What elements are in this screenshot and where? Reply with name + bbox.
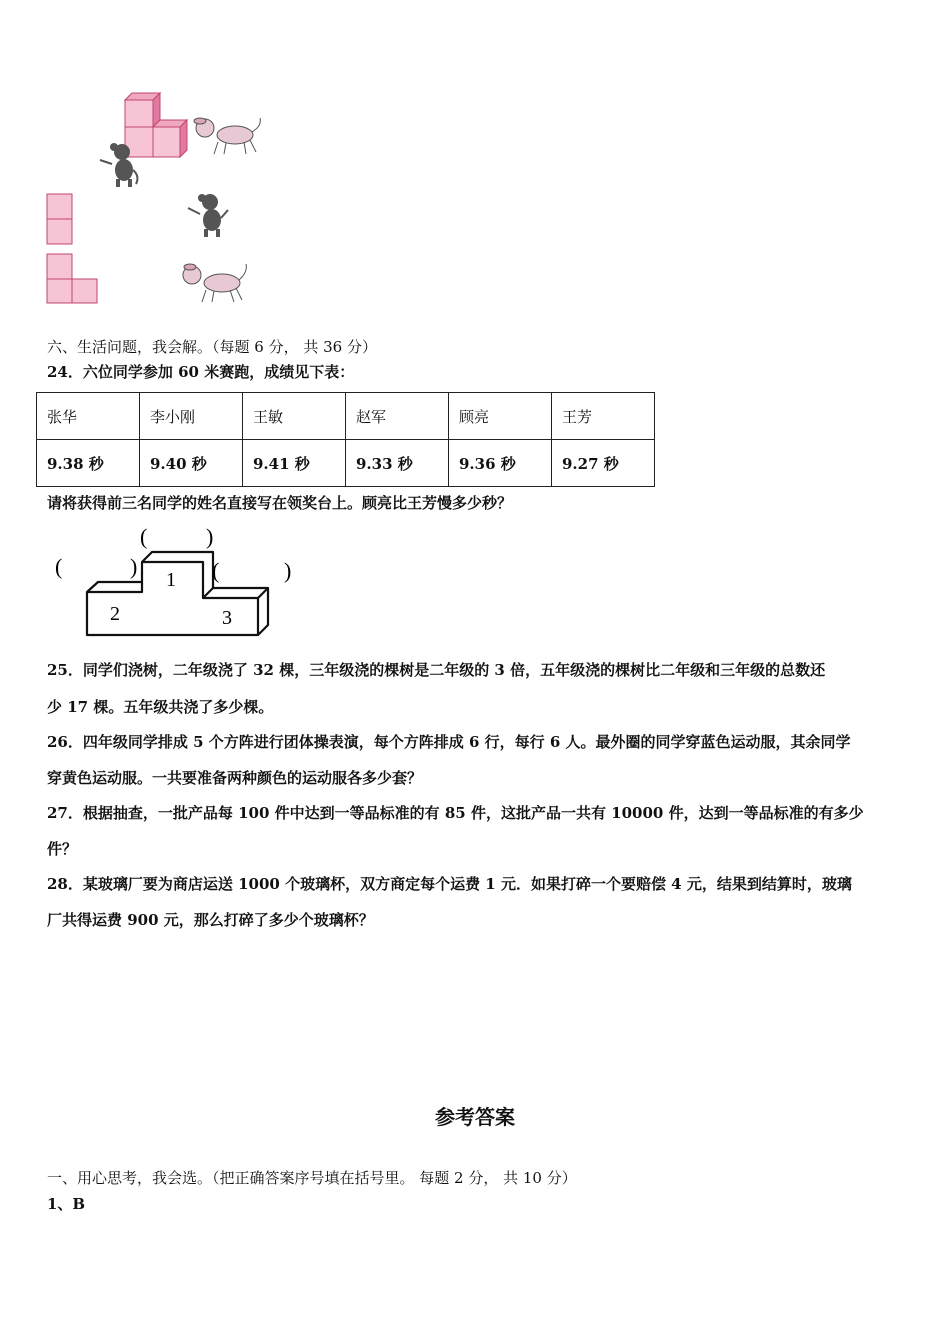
paren-second-close: ) [130, 554, 138, 579]
score-table [36, 392, 655, 487]
paren-second-open: ( [55, 554, 63, 579]
answers-section-1-heading: 一、用心思考，我会选。（把正确答案序号填在括号里。 每题 2 分， 共 10 分） [47, 1169, 577, 1187]
table-cell: 王敏 [243, 393, 346, 440]
table-cell: 9.36 秒 [449, 440, 552, 487]
table-cell: 张华 [37, 393, 140, 440]
table-cell: 王芳 [552, 393, 655, 440]
paren-first-close: ) [206, 524, 214, 549]
table-cell: 赵军 [346, 393, 449, 440]
paren-first-open: ( [140, 524, 148, 549]
cube-structure [125, 93, 187, 157]
table-cell: 9.41 秒 [243, 440, 346, 487]
q25-line2: 少 17 棵。五年级共浇了多少棵。 [47, 698, 274, 716]
answers-title: 参考答案 [435, 1105, 515, 1129]
mouse-icon [188, 194, 228, 237]
q26-line2: 穿黄色运动服。一共要准备两种颜色的运动服各多少套？ [47, 769, 423, 787]
q26-line1: 26．四年级同学排成 5 个方阵进行团体操表演，每个方阵排成 6 行，每行 6 人。最外圈的同学穿蓝色运动服，其余同学 [47, 733, 851, 751]
dog-icon [183, 264, 246, 302]
q27-line2: 件？ [47, 840, 78, 858]
podium-second: 2 [110, 603, 120, 625]
table-cell: 李小刚 [140, 393, 243, 440]
q25-line1: 25．同学们浇树，二年级浇了 32 棵，三年级浇的棵树是二年级的 3 倍，五年级浇的棵树比二年级和三年级的总数还 [47, 661, 826, 679]
dog-icon [194, 118, 260, 154]
table-cell: 9.33 秒 [346, 440, 449, 487]
podium-figure [50, 520, 310, 645]
section-6-heading: 六、生活问题，我会解。（每题 6 分， 共 36 分） [47, 338, 377, 356]
q27-line1: 27．根据抽查，一批产品每 100 件中达到一等品标准的有 85 件，这批产品一共有 10000 件，达到一等品标准的有多少 [47, 804, 864, 822]
q24-text: 24．六位同学参加 60 米赛跑，成绩见下表： [47, 363, 355, 381]
q24-question: 请将获得前三名同学的姓名直接写在领奖台上。顾亮比王芳慢多少秒？ [47, 494, 513, 512]
table-cell: 9.27 秒 [552, 440, 655, 487]
q28-line2: 厂共得运费 900 元，那么打碎了多少个玻璃杯？ [47, 911, 374, 929]
cube-l-shape [47, 254, 97, 303]
table-row [37, 393, 655, 440]
q28-line1: 28．某玻璃厂要为商店运送 1000 个玻璃杯，双方商定每个运费 1 元．如果打碎一个要赔偿 4 元，结果到结算时，玻璃 [47, 875, 852, 893]
paren-third-open: ( [212, 558, 220, 583]
table-cell: 9.38 秒 [37, 440, 140, 487]
answer-1: 1、B [47, 1195, 86, 1213]
table-cell: 顾亮 [449, 393, 552, 440]
cube-view-figure [30, 90, 270, 310]
paren-third-close: ) [284, 558, 292, 583]
table-cell: 9.40 秒 [140, 440, 243, 487]
podium-first: 1 [166, 569, 176, 591]
podium-third: 3 [222, 607, 232, 629]
table-row [37, 440, 655, 487]
cube-column [47, 194, 72, 244]
